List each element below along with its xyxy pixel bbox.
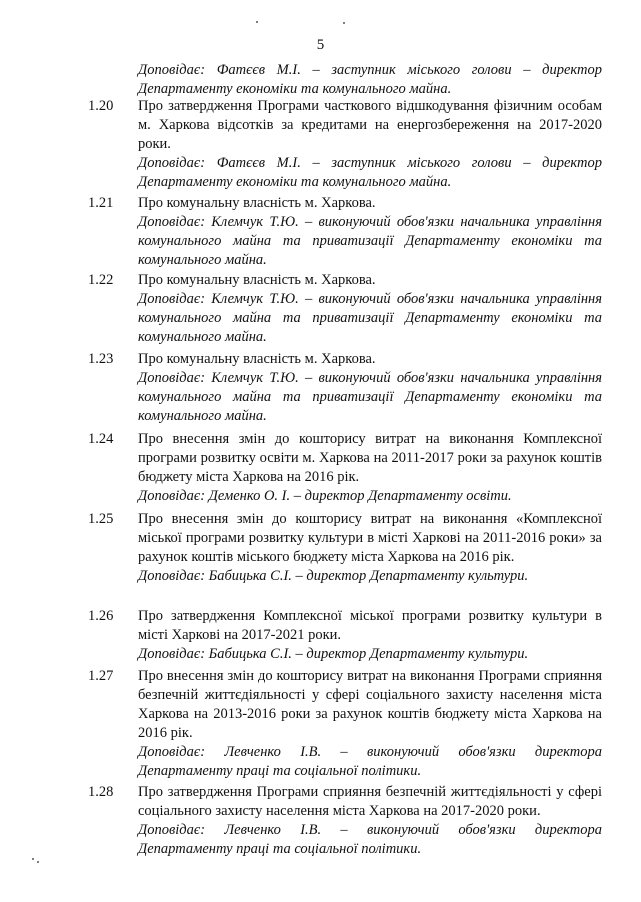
item-number: 1.25 <box>88 511 114 527</box>
item-title: Про внесення змін до кошторису витрат на виконання Програми сприяння безпечній життєдіяльності у сфері соціального захисту населення міста Харкова на 2013-2016 роки за рахунок коштів бюджету міста Харкова на 2016 рік. <box>138 668 602 741</box>
item-number: 1.22 <box>88 272 114 288</box>
item-reporter: Доповідає: Левченко І.В. – виконуючий обов'язки директора Департаменту праці та соціальної політики. <box>138 744 602 779</box>
item-body <box>138 430 602 506</box>
item-reporter: Доповідає: Клемчук Т.Ю. – виконуючий обов'язки начальника управління комунального майна та приватизації Департаменту економіки та комунального майна. <box>138 370 602 424</box>
item-body <box>138 194 602 270</box>
item-title: Про затвердження Програми сприяння безпечній життєдіяльності у сфері соціального захисту населення міста Харкова на 2017-2020 роки. <box>138 784 602 819</box>
item-body <box>138 607 602 664</box>
item-reporter: Доповідає: Левченко І.В. – виконуючий обов'язки директора Департаменту праці та соціальної політики. <box>138 822 602 857</box>
item-body <box>138 510 602 586</box>
item-body <box>138 271 602 347</box>
item-reporter: Доповідає: Клемчук Т.Ю. – виконуючий обов'язки начальника управління комунального майна та приватизації Департаменту економіки та комунального майна. <box>138 214 602 268</box>
page-number: 5 <box>316 37 325 53</box>
scan-speck <box>32 858 34 860</box>
continued-report-line: Доповідає: Фатєєв М.І. – заступник міського голови – директор Департаменту економіки та комунального майна. <box>138 62 602 97</box>
item-title: Про внесення змін до кошторису витрат на виконання Комплексної програми розвитку освіти м. Харкова на 2011-2017 роки за рахунок коштів бюджету міста Харкова на 2016 рік. <box>138 431 602 485</box>
item-number: 1.28 <box>88 784 114 800</box>
item-number: 1.23 <box>88 351 114 367</box>
item-title: Про внесення змін до кошторису витрат на виконання «Комплексної міської програми розвитку культури в місті Харкові на 2011-2016 роки» за рахунок коштів міського бюджету міста Харкова на 2016 рік. <box>138 511 602 565</box>
item-reporter: Доповідає: Бабицька С.І. – директор Департаменту культури. <box>138 568 529 584</box>
scan-speck <box>343 22 345 24</box>
item-body <box>138 667 602 781</box>
item-title: Про комунальну власність м. Харкова. <box>138 195 376 211</box>
item-number: 1.27 <box>88 668 114 684</box>
item-reporter: Доповідає: Фатєєв М.І. – заступник міського голови – директор Департаменту економіки та комунального майна. <box>138 155 602 190</box>
item-body <box>138 783 602 859</box>
item-reporter: Доповідає: Клемчук Т.Ю. – виконуючий обов'язки начальника управління комунального майна та приватизації Департаменту економіки та комунального майна. <box>138 291 602 345</box>
item-reporter: Доповідає: Бабицька С.І. – директор Департаменту культури. <box>138 646 529 662</box>
item-body <box>138 97 602 192</box>
item-number: 1.26 <box>88 608 114 624</box>
scan-speck <box>37 861 39 863</box>
item-title: Про затвердження Програми часткового відшкодування фізичним особам м. Харкова відсотків за кредитами на енергозбереження на 2017-2020 роки. <box>138 98 602 152</box>
item-title: Про комунальну власність м. Харкова. <box>138 351 376 367</box>
item-number: 1.24 <box>88 431 114 447</box>
item-reporter: Доповідає: Деменко О. І. – директор Департаменту освіти. <box>138 488 512 504</box>
item-body <box>138 350 602 426</box>
scan-speck <box>256 21 258 23</box>
item-number: 1.20 <box>88 98 114 114</box>
item-title: Про затвердження Комплексної міської програми розвитку культури в місті Харкові на 2017-2021 роки. <box>138 608 602 643</box>
item-number: 1.21 <box>88 195 114 211</box>
item-title: Про комунальну власність м. Харкова. <box>138 272 376 288</box>
